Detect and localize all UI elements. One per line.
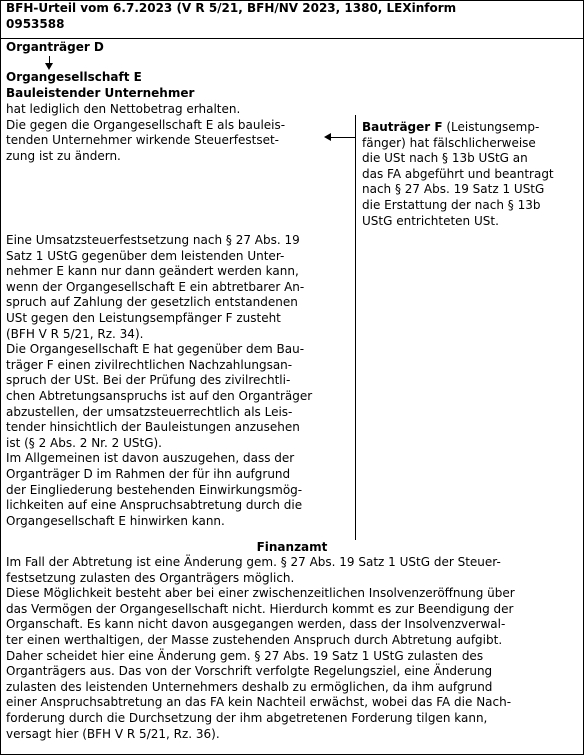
document-header — [0, 0, 584, 39]
left-top-text — [6, 102, 346, 164]
bautraeger-line: nach § 27 Abs. 19 Satz 1 UStG — [362, 182, 545, 197]
bottom-line: Organträgers aus. Das von der Vorschrift verfolgte Regelungsziel, eine Änderung — [6, 664, 493, 679]
bottom-text — [6, 555, 578, 742]
bottom-line: festsetzung zulasten des Organträgers möglich. — [6, 570, 295, 585]
left-main-line: wenn der Organgesellschaft E ein abtretbarer An- — [6, 279, 305, 294]
left-main-line: Eine Umsatzsteuerfestsetzung nach § 27 Abs. 19 — [6, 233, 300, 247]
left-top-line: tenden Unternehmer wirkende Steuerfestset- — [6, 133, 279, 148]
left-main-line: lichkeiten auf eine Anspruchsabtretung durch die — [6, 498, 303, 513]
left-main-line: ist (§ 2 Abs. 2 Nr. 2 UStG). — [6, 435, 162, 450]
bautraeger-name: Bauträger F — [362, 120, 443, 134]
bautraeger-text — [362, 120, 574, 229]
organgesellschaft-label-line-1: Organgesellschaft E — [6, 70, 142, 84]
bautraeger-line: die USt nach § 13b UStG an — [362, 151, 528, 166]
left-main-line: Organträger D im Rahmen der für ihn aufgrund — [6, 466, 291, 481]
column-divider — [355, 115, 356, 540]
left-main-line: der Eingliederung bestehenden Einwirkungsmög- — [6, 482, 303, 497]
down-arrow-icon — [45, 63, 53, 70]
bautraeger-line: das FA abgeführt und beantragt — [362, 166, 554, 181]
left-main-line: Organgesellschaft E hinwirken kann. — [6, 513, 225, 528]
header-title-line-2: 0953588 — [6, 16, 65, 31]
left-main-line: chen Abtretungsanspruchs ist auf den Organträger — [6, 388, 313, 403]
organtraeger-label: Organträger D — [6, 40, 104, 54]
bottom-line: einer Anspruchsabtretung an das FA kein Nachteil erwächst, wobei das FA die Nach- — [6, 695, 512, 710]
left-arrow-line — [328, 137, 355, 138]
bautraeger-line: UStG entrichteten USt. — [362, 213, 499, 228]
bautraeger-line-1 — [362, 120, 574, 136]
bottom-line: Im Fall der Abtretung ist eine Änderung gem. § 27 Abs. 19 Satz 1 UStG der Steuer- — [6, 555, 501, 569]
bautraeger-line: (Leistungsemp- — [442, 120, 540, 134]
left-main-line: Die Organgesellschaft E hat gegenüber dem Bau- — [6, 342, 305, 357]
left-main-line: nehmer E kann nur dann geändert werden kann, — [6, 264, 299, 279]
bottom-line: Diese Möglichkeit besteht aber bei einer zwischenzeitlichen Insolvenzeröffnung über — [6, 586, 515, 601]
bottom-line: das Vermögen der Organgesellschaft nicht. Hierdurch kommt es zur Beendigung der — [6, 601, 514, 616]
left-main-line: spruch auf Zahlung der gesetzlich entstandenen — [6, 295, 298, 310]
left-main-line: tender hinsichtlich der Bauleistungen anzusehen — [6, 420, 300, 435]
left-top-line: Die gegen die Organgesellschaft E als bauleis- — [6, 117, 286, 132]
bautraeger-line: fänger) hat fälschlicherweise — [362, 135, 536, 150]
left-main-line: USt gegen den Leistungsempfänger F zusteht — [6, 310, 281, 325]
bottom-line: zulasten des leistenden Unternehmers deshalb zu ermöglichen, da ihm aufgrund — [6, 679, 493, 694]
left-main-line: Satz 1 UStG gegenüber dem leistenden Unter- — [6, 248, 285, 263]
bottom-line: Daher scheidet hier eine Änderung gem. § 27 Abs. 19 Satz 1 UStG zulasten des — [6, 648, 484, 663]
organgesellschaft-label-line-2: Bauleistender Unternehmer — [6, 85, 195, 100]
left-main-line: Im Allgemeinen ist davon auszugehen, dass der — [6, 451, 295, 466]
left-main-line: abzustellen, der umsatzsteuerrechtlich als Leis- — [6, 404, 293, 419]
bottom-line: forderung durch die Durchsetzung der ihm abgetretenen Forderung tilgen kann, — [6, 710, 488, 725]
organgesellschaft-label — [6, 70, 194, 101]
left-main-text — [6, 233, 346, 529]
left-arrow-icon — [324, 133, 331, 141]
finanzamt-label: Finanzamt — [256, 540, 328, 554]
left-main-line: (BFH V R 5/21, Rz. 34). — [6, 326, 144, 341]
left-main-line: träger F einen zivilrechtlichen Nachzahlungsan- — [6, 357, 293, 372]
bottom-line: ter einen werthaltigen, der Masse zustehenden Anspruch durch Abtretung aufgibt. — [6, 632, 503, 647]
bottom-line: versagt hier (BFH V R 5/21, Rz. 36). — [6, 726, 220, 741]
bottom-line: Organschaft. Es kann nicht davon ausgegangen werden, dass der Insolvenzverwal- — [6, 617, 506, 632]
bautraeger-line: die Erstattung der nach § 13b — [362, 197, 541, 212]
header-title-line-1: BFH-Urteil vom 6.7.2023 (V R 5/21, BFH/NV 2023, 1380, LEXinform — [6, 1, 457, 15]
left-top-line: zung ist zu ändern. — [6, 148, 121, 163]
left-top-line: hat lediglich den Nettobetrag erhalten. — [6, 102, 241, 116]
left-main-line: spruch der USt. Bei der Prüfung des zivilrechtli- — [6, 373, 291, 388]
